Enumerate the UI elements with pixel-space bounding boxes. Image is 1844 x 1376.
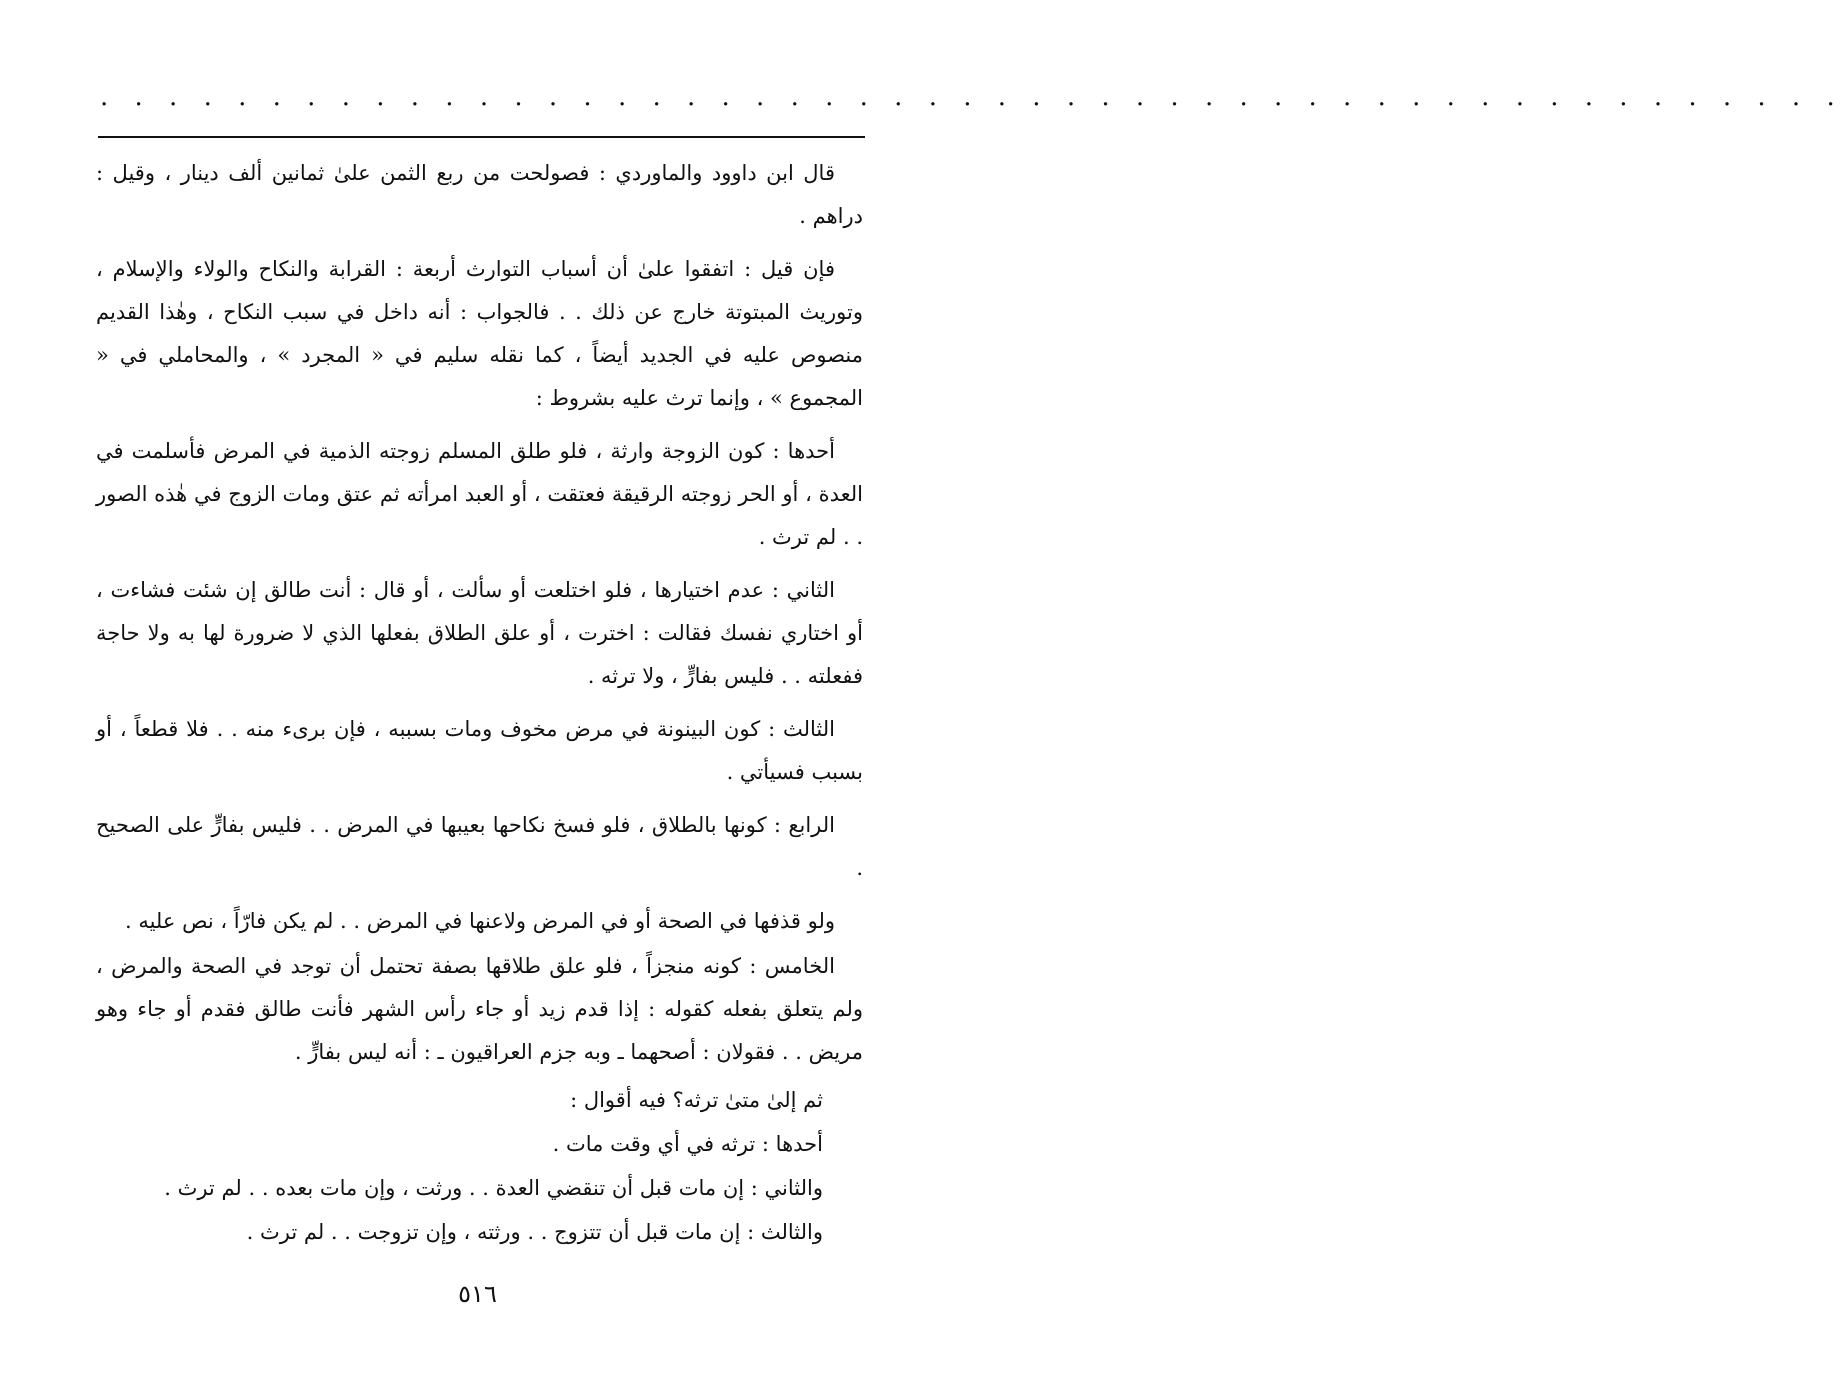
paragraph-6: الرابع : كونها بالطلاق ، فلو فسخ نكاحها بعيبها في المرض . . فليس بفارٍّ على الصحيح .: [96, 813, 863, 880]
subline-2: أحدها : ترثه في أي وقت مات .: [552, 1132, 823, 1156]
subline-4: والثالث : إن مات قبل أن تتزوج . . ورثته ، وإن تزوجت . . لم ترث .: [246, 1220, 823, 1244]
paragraph-2: فإن قيل : اتفقوا علىٰ أن أسباب التوارث أربعة : القرابة والنكاح والولاء والإسلام ، وتوريث المبتوتة خارج عن ذلك . . فالجواب : أنه داخل في سبب النكاح ، وهٰذا القديم منصوص عليه في الجديد أيضاً ، كما نقله سليم في « المجرد » ، والمحاملي في « المجموع » ، وإنما ترث عليه بشروط :: [96, 257, 863, 410]
paragraph-4: الثاني : عدم اختيارها ، فلو اختلعت أو سألت ، أو قال : أنت طالق إن شئت فشاءت ، أو اختاري نفسك فقالت : اخترت ، أو علق الطلاق بفعلها الذي لا ضرورة لها به ولا حاجة ففعلته . . فليس بفارٍّ ، ولا ترثه .: [96, 578, 863, 688]
paragraph-1: قال ابن داوود والماوردي : فصولحت من ربع الثمن علىٰ ثمانين ألف دينار ، وقيل : دراهم .: [96, 161, 863, 228]
paragraph-7: ولو قذفها في الصحة أو في المرض ولاعنها في المرض . . لم يكن فارّاً ، نص عليه .: [124, 909, 835, 933]
header-rule: [98, 136, 865, 138]
page-number: ٥١٦: [458, 1280, 497, 1308]
paragraph-8: الخامس : كونه منجزاً ، فلو علق طلاقها بصفة تحتمل أن توجد في الصحة والمرض ، ولم يتعلق بفعله كقوله : إذا قدم زيد أو جاء رأس الشهر فأنت طالق فقدم أو جاء وهو مريض . . فقولان : أصحهما ـ وبه جزم العراقيون ـ : أنه ليس بفارٍّ .: [96, 954, 863, 1064]
paragraph-5: الثالث : كون البينونة في مرض مخوف ومات بسببه ، فإن برىء منه . . فلا قطعاً ، أو بسبب فسيأتي .: [96, 717, 863, 784]
page-body: [96, 152, 863, 1254]
subline-3: والثاني : إن مات قبل أن تنقضي العدة . . ورثت ، وإن مات بعده . . لم ترث .: [164, 1176, 823, 1200]
header-dotted-line: . . . . . . . . . . . . . . . . . . . . . . . . . . . . . . . . . . . . . . . . . . . . . . . . . . .: [100, 82, 1844, 112]
subline-1: ثم إلىٰ متىٰ ترثه؟ فيه أقوال :: [570, 1088, 823, 1112]
paragraph-3: أحدها : كون الزوجة وارثة ، فلو طلق المسلم زوجته الذمية في المرض فأسلمت في العدة ، أو الحر زوجته الرقيقة فعتقت ، أو العبد امرأته ثم عتق ومات الزوج في هٰذه الصور . . لم ترث .: [96, 439, 863, 549]
